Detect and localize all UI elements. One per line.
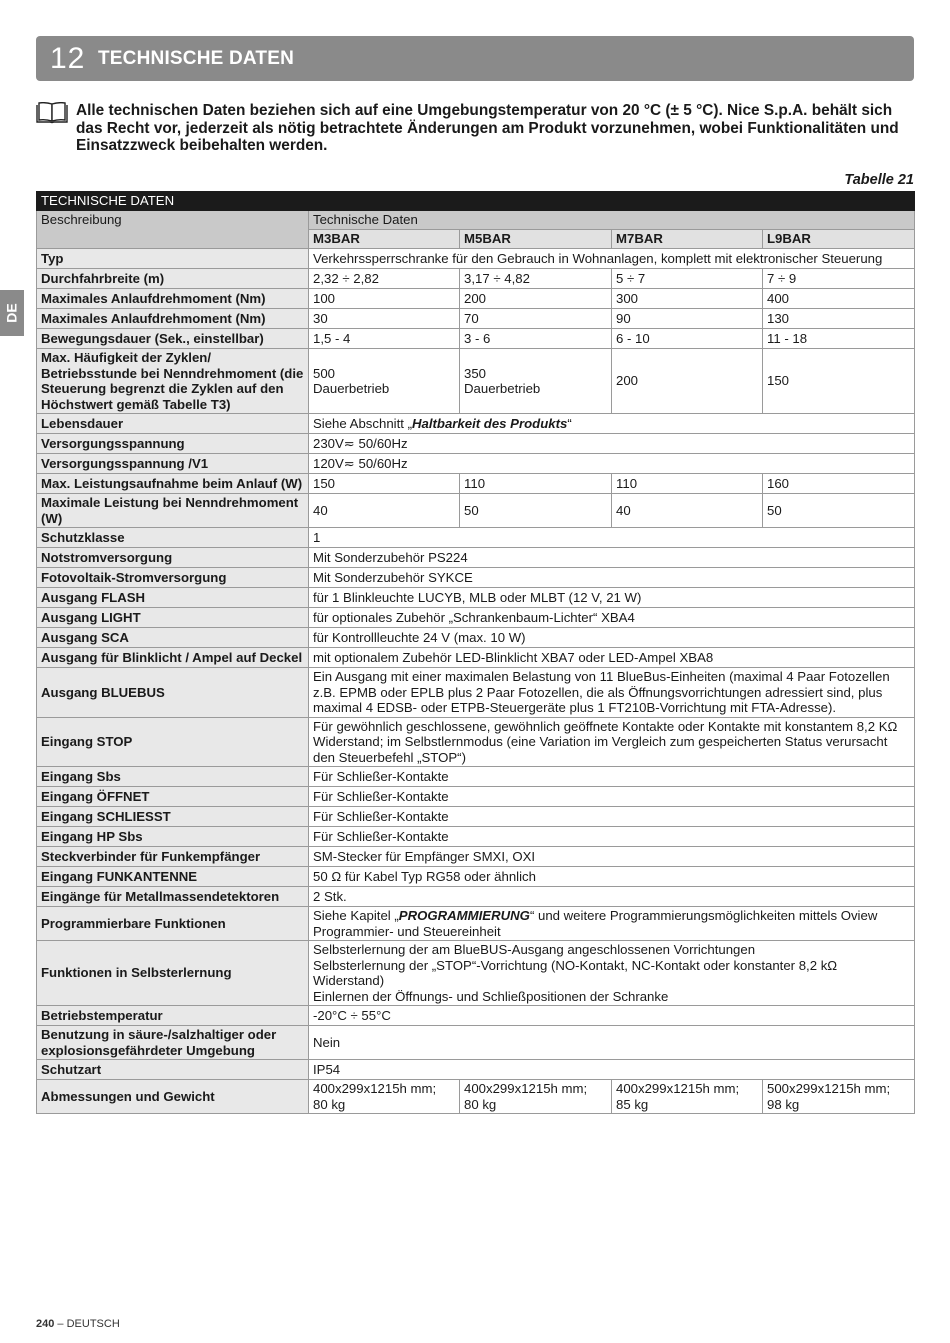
table-row [37, 249, 915, 269]
row-label: Programmierbare Funktionen [37, 907, 309, 941]
row-value: 350 Dauerbetrieb [460, 349, 612, 414]
table-row [37, 454, 915, 474]
row-label: Abmessungen und Gewicht [37, 1080, 309, 1114]
model-header: M3BAR [309, 230, 460, 249]
table-body [37, 249, 915, 1114]
table-row [37, 309, 915, 329]
value-emphasis: Haltbarkeit des Produkts [411, 415, 568, 431]
row-value-all: 50 Ω für Kabel Typ RG58 oder ähnlich [309, 867, 915, 887]
table-row [37, 827, 915, 847]
row-value: 300 [612, 289, 763, 309]
row-label: Durchfahrbreite (m) [37, 269, 309, 289]
row-value-all: -20°C ÷ 55°C [309, 1006, 915, 1026]
row-value: 160 [763, 474, 915, 494]
table-row [37, 807, 915, 827]
row-value-all: Mit Sonderzubehör PS224 [309, 548, 915, 568]
row-value-all: Ein Ausgang mit einer maximalen Belastung von 11 BlueBus-Einheiten (maximal 4 Paar Fotozellen z.B. EPMB oder EPLB plus 2 Paar Fotozellen, die als Öffnungsvorrichtungen adressiert sind, plus maximal 4 EDSB- oder ETPB-Steuergeräte plus 1 FT210B-Vorrichtung mit FTA-Adresse). [309, 668, 915, 718]
table-title: TECHNISCHE DATEN [37, 192, 915, 211]
table-row [37, 1026, 915, 1060]
table-row [37, 648, 915, 668]
table-row [37, 269, 915, 289]
table-row [37, 847, 915, 867]
row-label: Eingang SCHLIESST [37, 807, 309, 827]
table-row [37, 568, 915, 588]
table-row [37, 329, 915, 349]
row-value-all: IP54 [309, 1060, 915, 1080]
row-value: 40 [309, 494, 460, 528]
footer-separator: – [54, 1318, 67, 1330]
page-footer [36, 1318, 120, 1330]
value-suffix: “ [567, 415, 572, 431]
table-row [37, 1006, 915, 1026]
row-label: Eingang ÖFFNET [37, 787, 309, 807]
row-value: 5 ÷ 7 [612, 269, 763, 289]
table-row [37, 608, 915, 628]
row-value: 400x299x1215h mm; 80 kg [460, 1080, 612, 1114]
row-label: Eingang Sbs [37, 767, 309, 787]
row-value-all: Nein [309, 1026, 915, 1060]
row-label: Maximales Anlaufdrehmoment (Nm) [37, 309, 309, 329]
row-label: Versorgungsspannung /V1 [37, 454, 309, 474]
row-value: 500x299x1215h mm; 98 kg [763, 1080, 915, 1114]
row-value: 50 [763, 494, 915, 528]
row-label: Schutzklasse [37, 528, 309, 548]
row-value-all: 2 Stk. [309, 887, 915, 907]
table-row [37, 434, 915, 454]
table-row [37, 528, 915, 548]
row-label: Steckverbinder für Funkempfänger [37, 847, 309, 867]
row-value-all [309, 414, 915, 434]
info-note [36, 102, 914, 155]
row-label: Bewegungsdauer (Sek., einstellbar) [37, 329, 309, 349]
row-label: Eingang FUNKANTENNE [37, 867, 309, 887]
row-label: Schutzart [37, 1060, 309, 1080]
row-value-all [309, 907, 915, 941]
row-label: Versorgungsspannung [37, 434, 309, 454]
row-value: 100 [309, 289, 460, 309]
table-row [37, 887, 915, 907]
row-label: Ausgang LIGHT [37, 608, 309, 628]
table-row [37, 668, 915, 718]
row-value: 11 - 18 [763, 329, 915, 349]
row-label: Lebensdauer [37, 414, 309, 434]
column-header-data: Technische Daten [309, 211, 915, 230]
row-label: Eingang STOP [37, 717, 309, 767]
row-label: Ausgang für Blinklicht / Ampel auf Deckel [37, 648, 309, 668]
row-value-all: Für Schließer-Kontakte [309, 787, 915, 807]
table-row [37, 628, 915, 648]
row-label: Max. Häufigkeit der Zyklen/ Betriebsstunde bei Nenndrehmoment (die Steuerung begrenzt die Zyklen auf den Höchstwert gemäß Tabelle T3) [37, 349, 309, 414]
row-value: 400 [763, 289, 915, 309]
table-row [37, 1080, 915, 1114]
row-label: Betriebstemperatur [37, 1006, 309, 1026]
row-value: 40 [612, 494, 763, 528]
table-row [37, 548, 915, 568]
row-label: Benutzung in säure-/salzhaltiger oder explosionsgefährdeter Umgebung [37, 1026, 309, 1060]
row-value: 3 - 6 [460, 329, 612, 349]
row-value-all: 230V≂ 50/60Hz [309, 434, 915, 454]
row-label: Max. Leistungsaufnahme beim Anlauf (W) [37, 474, 309, 494]
row-label: Maximale Leistung bei Nenndrehmoment (W) [37, 494, 309, 528]
row-value: 1,5 - 4 [309, 329, 460, 349]
table-row [37, 494, 915, 528]
row-value: 200 [460, 289, 612, 309]
row-label: Typ [37, 249, 309, 269]
technical-data-table [36, 191, 915, 1114]
row-value: 110 [460, 474, 612, 494]
model-header: L9BAR [763, 230, 915, 249]
row-value-all: Für Schließer-Kontakte [309, 767, 915, 787]
row-label: Maximales Anlaufdrehmoment (Nm) [37, 289, 309, 309]
row-value: 400x299x1215h mm; 85 kg [612, 1080, 763, 1114]
table-row [37, 867, 915, 887]
row-value-all: Verkehrssperrschranke für den Gebrauch in Wohnanlagen, komplett mit elektronischer Steuerung [309, 249, 915, 269]
row-value-all: für optionales Zubehör „Schrankenbaum-Lichter“ XBA4 [309, 608, 915, 628]
value-prefix: Siehe Kapitel „ [313, 908, 399, 923]
book-icon [36, 102, 76, 155]
table-row [37, 717, 915, 767]
language-tab [0, 290, 24, 336]
row-label: Eingang HP Sbs [37, 827, 309, 847]
page-number: 240 [36, 1318, 55, 1330]
section-header [36, 36, 914, 81]
row-value: 2,32 ÷ 2,82 [309, 269, 460, 289]
row-value-all: 1 [309, 528, 915, 548]
row-label: Ausgang SCA [37, 628, 309, 648]
table-row [37, 349, 915, 414]
table-row [37, 767, 915, 787]
model-header: M7BAR [612, 230, 763, 249]
row-value-all: SM-Stecker für Empfänger SMXI, OXI [309, 847, 915, 867]
row-label: Fotovoltaik-Stromversorgung [37, 568, 309, 588]
row-value-all: 120V≂ 50/60Hz [309, 454, 915, 474]
row-value: 30 [309, 309, 460, 329]
row-value-all: Selbsterlernung der am BlueBUS-Ausgang angeschlossenen Vorrichtungen Selbsterlernung der „STOP“-Vorrichtung (NO-Kontakt, NC-Kontakt oder konstanter 8,2 kΩ Widerstand) Einlernen der Öffnungs- und Schließpositionen der Schranke [309, 941, 915, 1006]
row-value: 90 [612, 309, 763, 329]
note-text: Alle technischen Daten beziehen sich auf eine Umgebungstemperatur von 20 °C (± 5 °C). Nice S.p.A. behält sich das Recht vor, jederzeit als nötig betrachtete Änderungen am Produkt vorzunehmen, wobei Funktionalitäten und Einsatzzweck beibehalten werden. [76, 102, 899, 154]
table-row [37, 414, 915, 434]
row-label: Ausgang BLUEBUS [37, 668, 309, 718]
row-value: 7 ÷ 9 [763, 269, 915, 289]
row-label: Funktionen in Selbsterlernung [37, 941, 309, 1006]
table-row [37, 907, 915, 941]
table-row [37, 289, 915, 309]
row-label: Notstromversorgung [37, 548, 309, 568]
footer-language: DEUTSCH [66, 1318, 120, 1330]
row-value: 150 [763, 349, 915, 414]
row-value: 500 Dauerbetrieb [309, 349, 460, 414]
row-value: 200 [612, 349, 763, 414]
table-caption: Tabelle 21 [844, 172, 914, 188]
section-number: 12 [50, 41, 86, 75]
row-label: Eingänge für Metallmassendetektoren [37, 887, 309, 907]
table-row [37, 941, 915, 1006]
row-value: 400x299x1215h mm; 80 kg [309, 1080, 460, 1114]
row-value-all: mit optionalem Zubehör LED-Blinklicht XBA7 oder LED-Ampel XBA8 [309, 648, 915, 668]
model-header: M5BAR [460, 230, 612, 249]
table-row [37, 1060, 915, 1080]
row-value: 130 [763, 309, 915, 329]
column-header-description: Beschreibung [37, 211, 309, 249]
value-emphasis: PROGRAMMIERUNG [398, 908, 530, 923]
table-row [37, 474, 915, 494]
row-value-all: Für Schließer-Kontakte [309, 827, 915, 847]
table-row [37, 787, 915, 807]
row-value-all: Für Schließer-Kontakte [309, 807, 915, 827]
row-value: 110 [612, 474, 763, 494]
value-suffix: “ und weitere Programmierungsmöglichkeiten mittels Oview Programmier- und Steuereinheit [313, 908, 878, 939]
table-row [37, 588, 915, 608]
row-value-all: für 1 Blinkleuchte LUCYB, MLB oder MLBT (12 V, 21 W) [309, 588, 915, 608]
language-tab-label: DE [3, 303, 20, 323]
row-value: 50 [460, 494, 612, 528]
row-value: 6 - 10 [612, 329, 763, 349]
row-value: 3,17 ÷ 4,82 [460, 269, 612, 289]
row-label: Ausgang FLASH [37, 588, 309, 608]
row-value-all: Für gewöhnlich geschlossene, gewöhnlich geöffnete Kontakte oder Kontakte mit konstantem 8,2 KΩ Widerstand; im Selbstlernmodus (eine Variation im Vergleich zum gespeicherten Status verursacht den Steuerbefehl „STOP“) [309, 717, 915, 767]
row-value: 70 [460, 309, 612, 329]
row-value-all: für Kontrollleuchte 24 V (max. 10 W) [309, 628, 915, 648]
value-prefix: Siehe Abschnitt „ [313, 415, 412, 431]
row-value-all: Mit Sonderzubehör SYKCE [309, 568, 915, 588]
section-title: TECHNISCHE DATEN [98, 47, 295, 69]
row-value: 150 [309, 474, 460, 494]
